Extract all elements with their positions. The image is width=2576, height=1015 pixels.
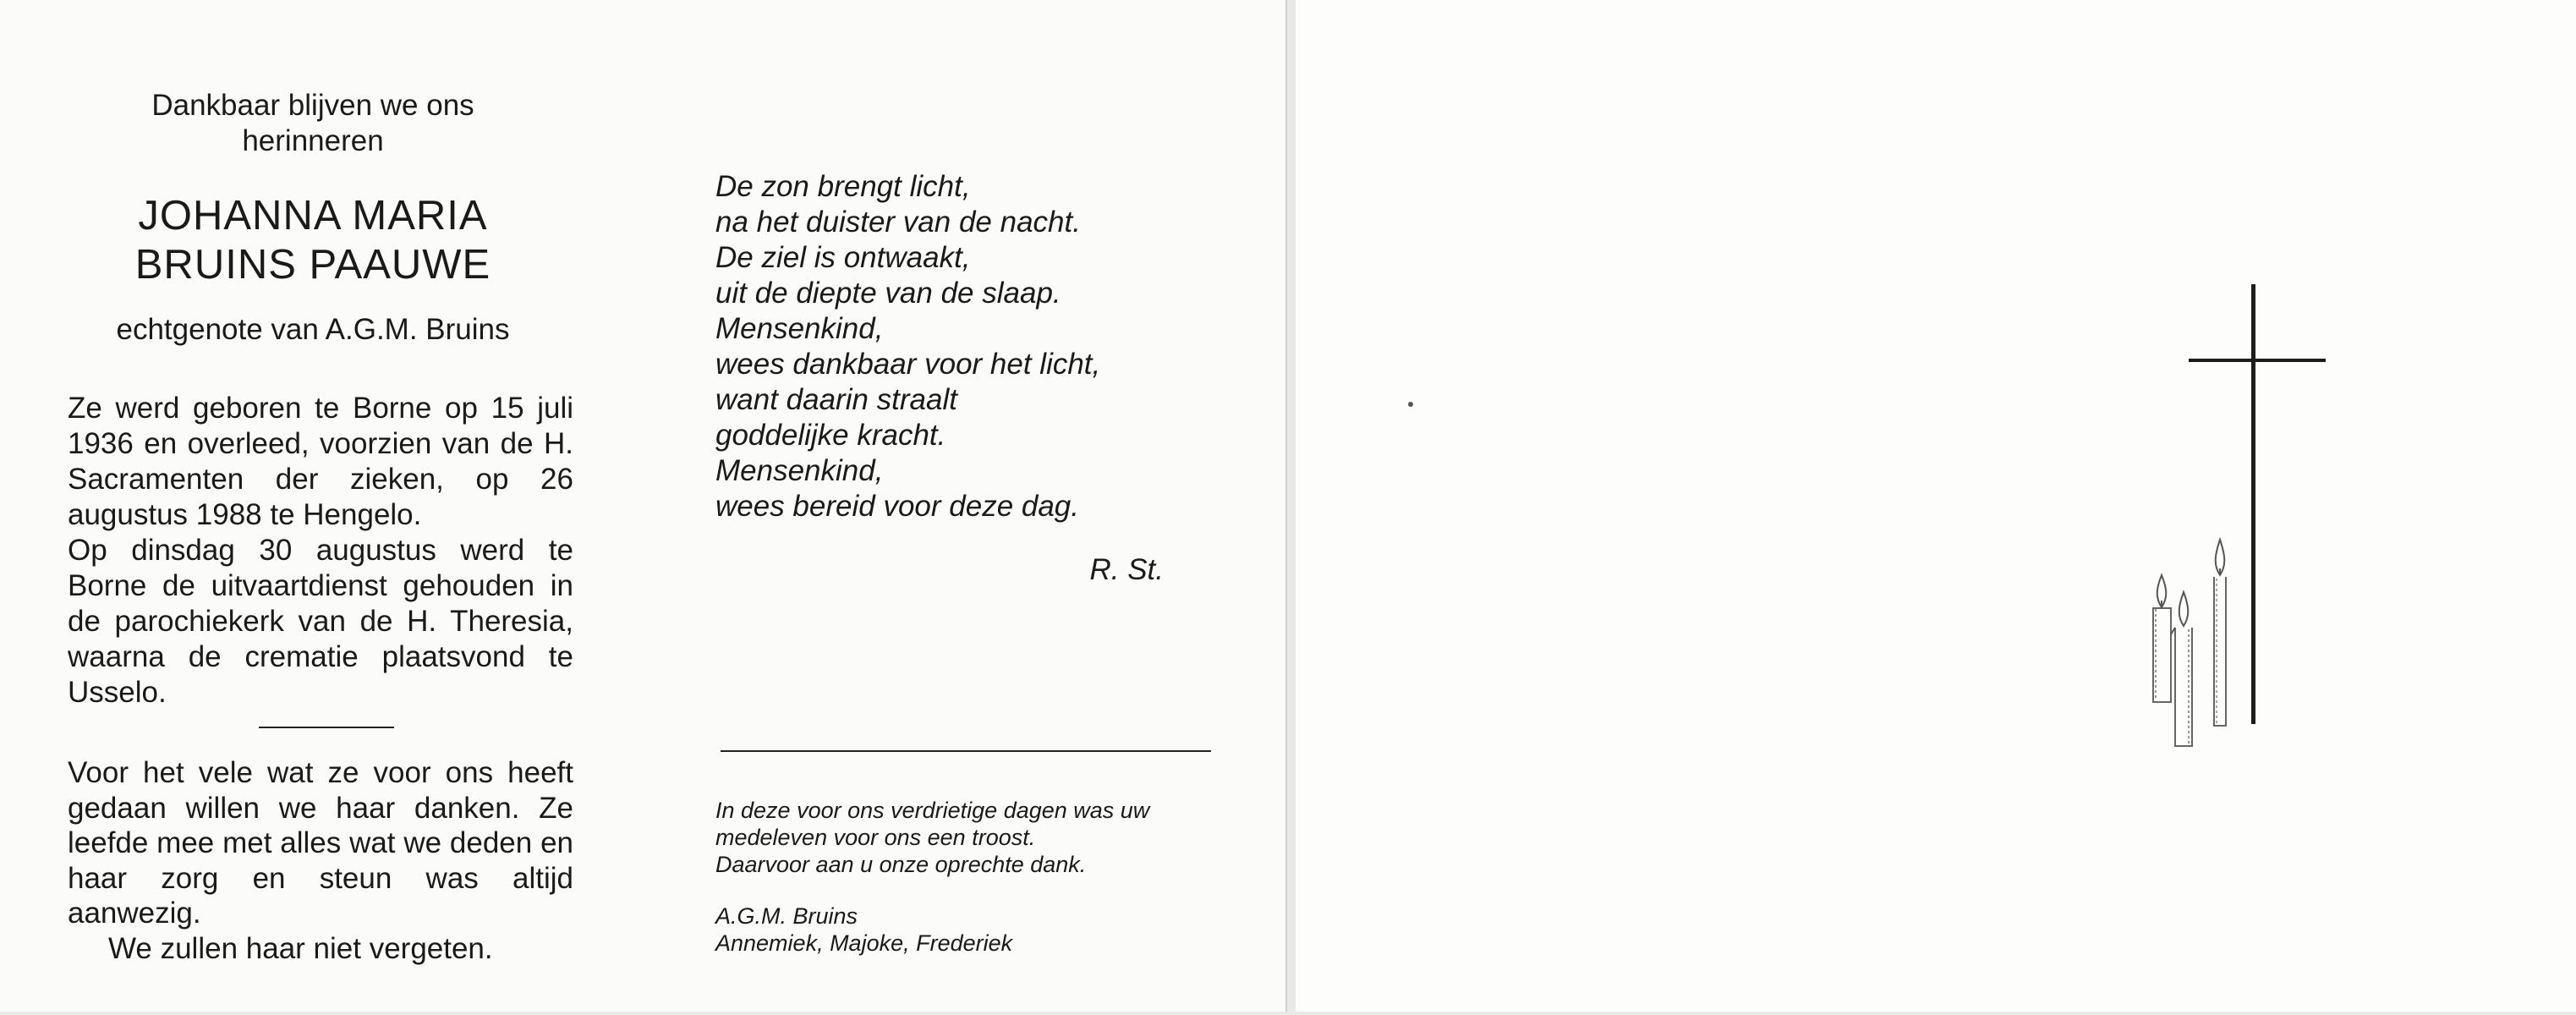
- acknowledgement-line: medeleven voor ons een troost.: [715, 825, 1036, 850]
- deceased-name: [59, 191, 567, 289]
- cross-icon: [2189, 284, 2326, 724]
- section-divider: [721, 750, 1211, 752]
- bio-paragraph: Op dinsdag 30 augustus werd te Borne de uitvaartdienst gehouden in de parochiekerk van de H. Theresia, waarna de crematie plaatsvond te Usselo.: [68, 534, 573, 709]
- poem-line: want daarin straalt: [715, 383, 957, 416]
- name-line: BRUINS PAAUWE: [134, 242, 491, 288]
- cross-with-candles-icon: [2131, 279, 2334, 761]
- paper-speck: [1408, 402, 1413, 407]
- poem-line: uit de diepte van de slaap.: [715, 277, 1061, 310]
- acknowledgement-line: In deze voor ons verdrietige dagen was uw: [715, 798, 1150, 823]
- acknowledgement-line: Daarvoor aan u onze oprechte dank.: [715, 852, 1087, 877]
- poem-line: Mensenkind,: [715, 312, 884, 345]
- bio-paragraph: Ze werd geboren te Borne op 15 juli 1936 en overleed, voorzien van de H. Sacramenten der zieken, op 26 augustus 1988 te Hengelo.: [68, 392, 573, 531]
- name-line: JOHANNA MARIA: [138, 193, 488, 239]
- gratitude-paragraph: Voor het vele wat ze voor ons heeft gedaan willen we haar danken. Ze leefde mee met alles wat we deden en haar zorg en steun was altijd aanwezig.: [68, 756, 573, 930]
- poem: [715, 169, 1223, 524]
- memorial-card-cover: [1296, 0, 2576, 1012]
- candles-icon: [2153, 540, 2226, 746]
- poem-author: R. St.: [1089, 553, 1164, 586]
- poem-line: wees bereid voor deze dag.: [715, 490, 1079, 523]
- poem-line: goddelijke kracht.: [715, 419, 946, 452]
- closing-line: We zullen haar niet vergeten.: [108, 931, 493, 965]
- gratitude-text: [68, 755, 573, 966]
- intro-line: herinneren: [242, 124, 384, 157]
- poem-line: De ziel is ontwaakt,: [715, 241, 971, 274]
- poem-line: wees dankbaar voor het licht,: [715, 348, 1101, 381]
- poem-line: na het duister van de nacht.: [715, 206, 1081, 239]
- section-divider: [259, 727, 394, 728]
- intro-text: [59, 88, 567, 159]
- intro-line: Dankbaar blijven we ons: [151, 89, 474, 122]
- signatory: A.G.M. Bruins: [715, 903, 858, 929]
- spacer: [715, 878, 1223, 903]
- signatory: Annemiek, Majoke, Frederiek: [715, 930, 1013, 956]
- acknowledgement: [715, 797, 1223, 957]
- memorial-card-inside: [0, 0, 1285, 1012]
- biography-text: [68, 391, 573, 710]
- poem-line: De zon brengt licht,: [715, 170, 971, 203]
- spouse-line: echtgenote van A.G.M. Bruins: [116, 313, 510, 346]
- poem-line: Mensenkind,: [715, 454, 884, 487]
